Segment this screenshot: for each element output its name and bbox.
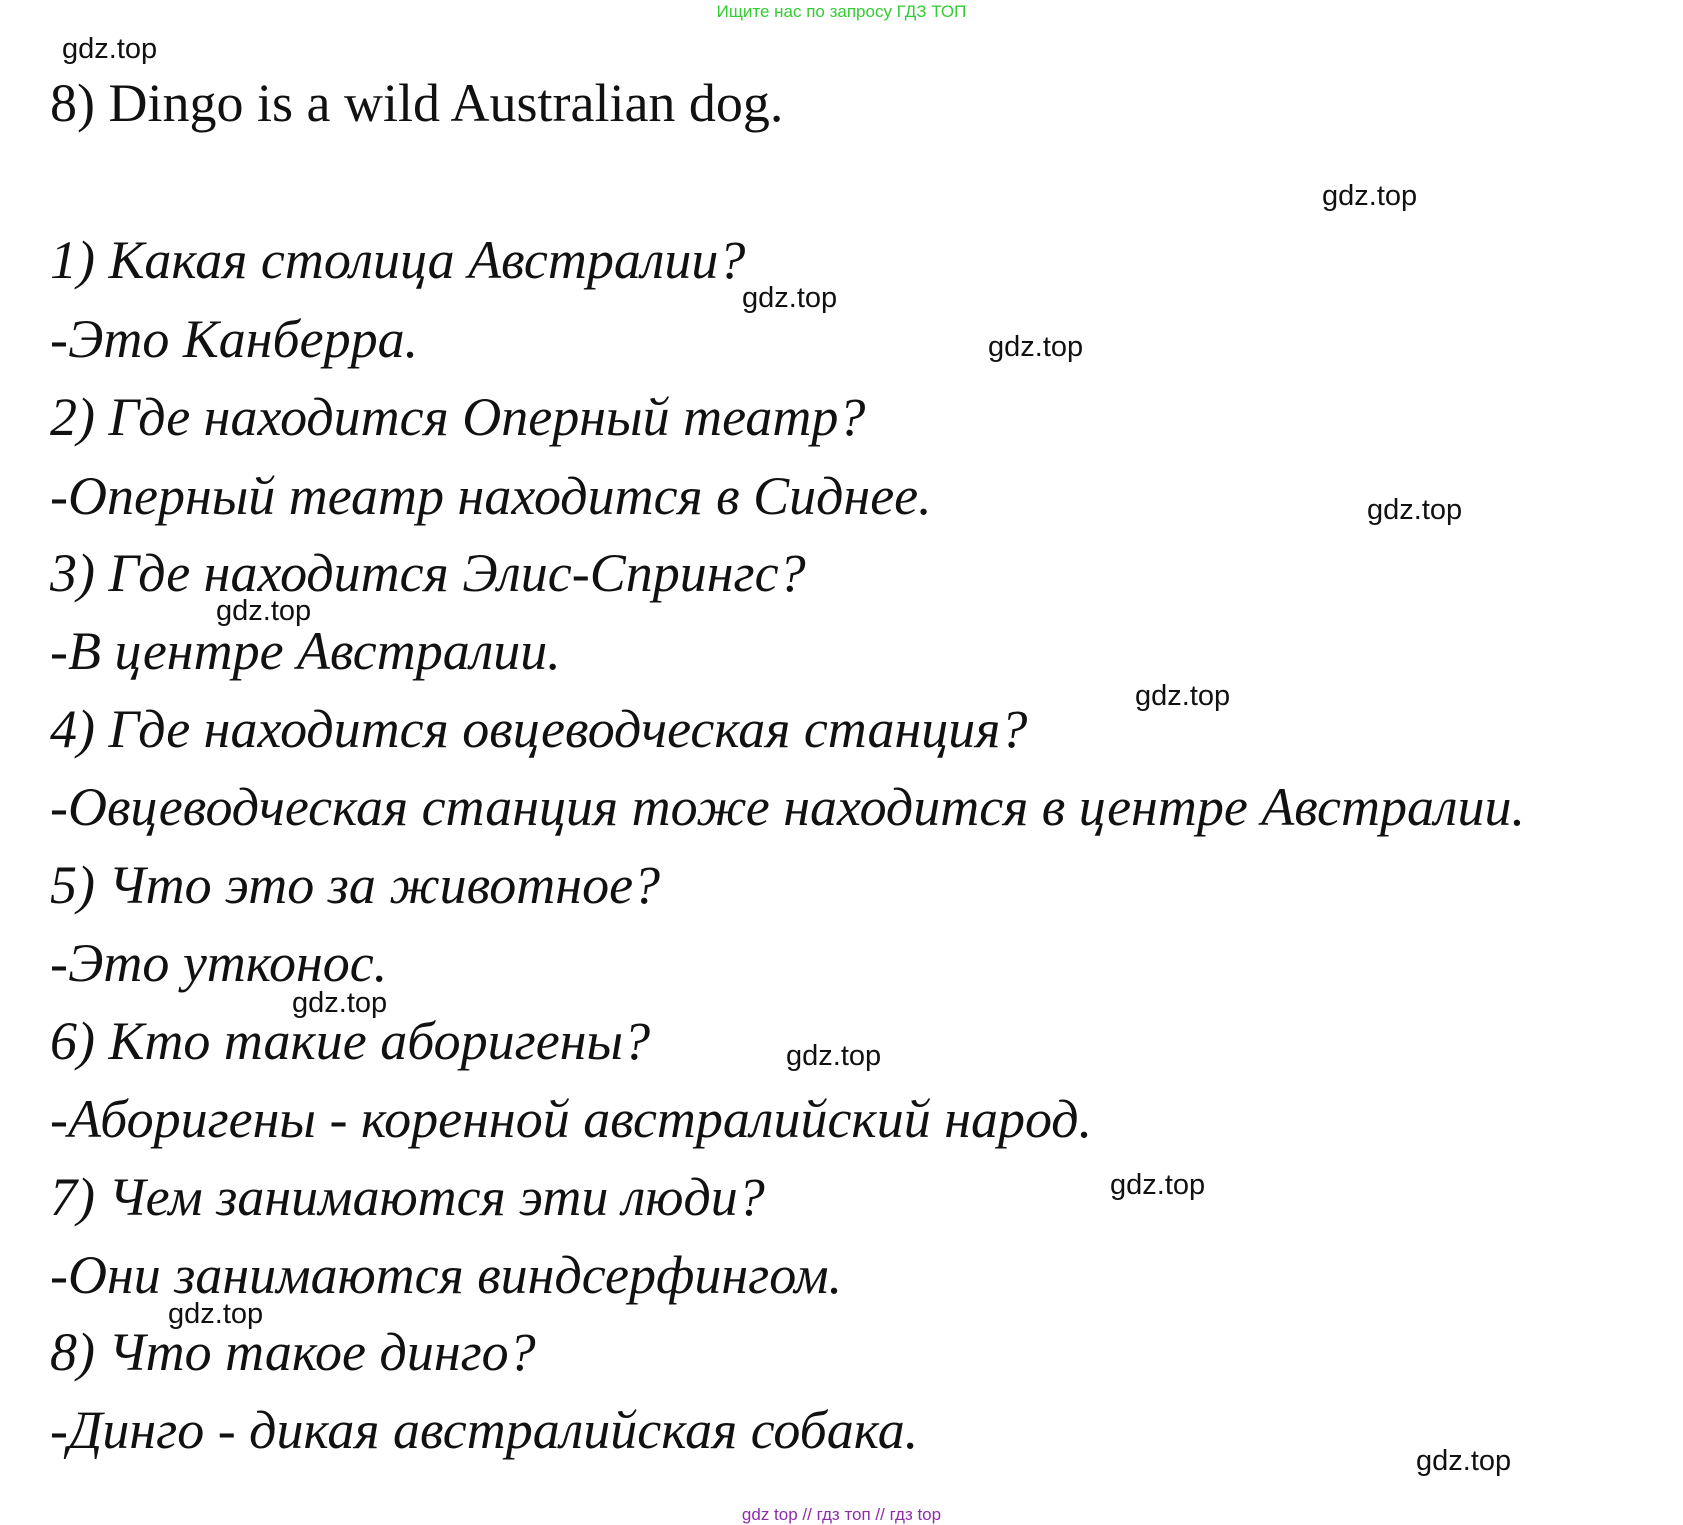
question-5: 5) Что это за животное? [50, 855, 661, 915]
watermark: gdz.top [168, 1298, 264, 1330]
task-heading: 8) Dingo is a wild Australian dog. [50, 73, 784, 133]
question-1: 1) Какая столица Австралии? [50, 230, 746, 290]
watermark: gdz.top [786, 1040, 882, 1072]
answer-7: -Они занимаются виндсерфингом. [50, 1245, 843, 1305]
watermark: gdz.top [1416, 1445, 1512, 1477]
footer-links: gdz top // гдз топ // гдз top [741, 1505, 942, 1524]
question-4: 4) Где находится овцеводческая станция? [50, 699, 1028, 759]
search-banner: Ищите нас по запросу ГДЗ ТОП [716, 2, 967, 21]
watermark: gdz.top [1135, 680, 1231, 712]
question-7: 7) Чем занимаются эти люди? [50, 1167, 765, 1227]
question-2: 2) Где находится Оперный театр? [50, 387, 866, 447]
watermark: gdz.top [216, 595, 312, 627]
watermark: gdz.top [1367, 494, 1463, 526]
question-8: 8) Что такое динго? [50, 1322, 536, 1382]
question-3: 3) Где находится Элис-Спрингс? [50, 543, 806, 603]
watermark: gdz.top [988, 331, 1084, 363]
watermark: gdz.top [1110, 1169, 1206, 1201]
answer-8: -Динго - дикая австралийская собака. [50, 1400, 919, 1460]
answer-2: -Оперный театр находится в Сиднее. [50, 466, 932, 526]
watermark: gdz.top [742, 282, 838, 314]
watermark: gdz.top [1322, 180, 1418, 212]
answer-3: -В центре Австралии. [50, 621, 561, 681]
watermark: gdz.top [292, 987, 388, 1019]
watermark: gdz.top [62, 33, 158, 65]
answer-1: -Это Канберра. [50, 309, 419, 369]
answer-4: -Овцеводческая станция тоже находится в центре Австралии. [50, 777, 1526, 837]
question-6: 6) Кто такие аборигены? [50, 1011, 651, 1071]
answer-6: -Аборигены - коренной австралийский народ. [50, 1089, 1093, 1149]
answer-5: -Это утконос. [50, 933, 388, 993]
